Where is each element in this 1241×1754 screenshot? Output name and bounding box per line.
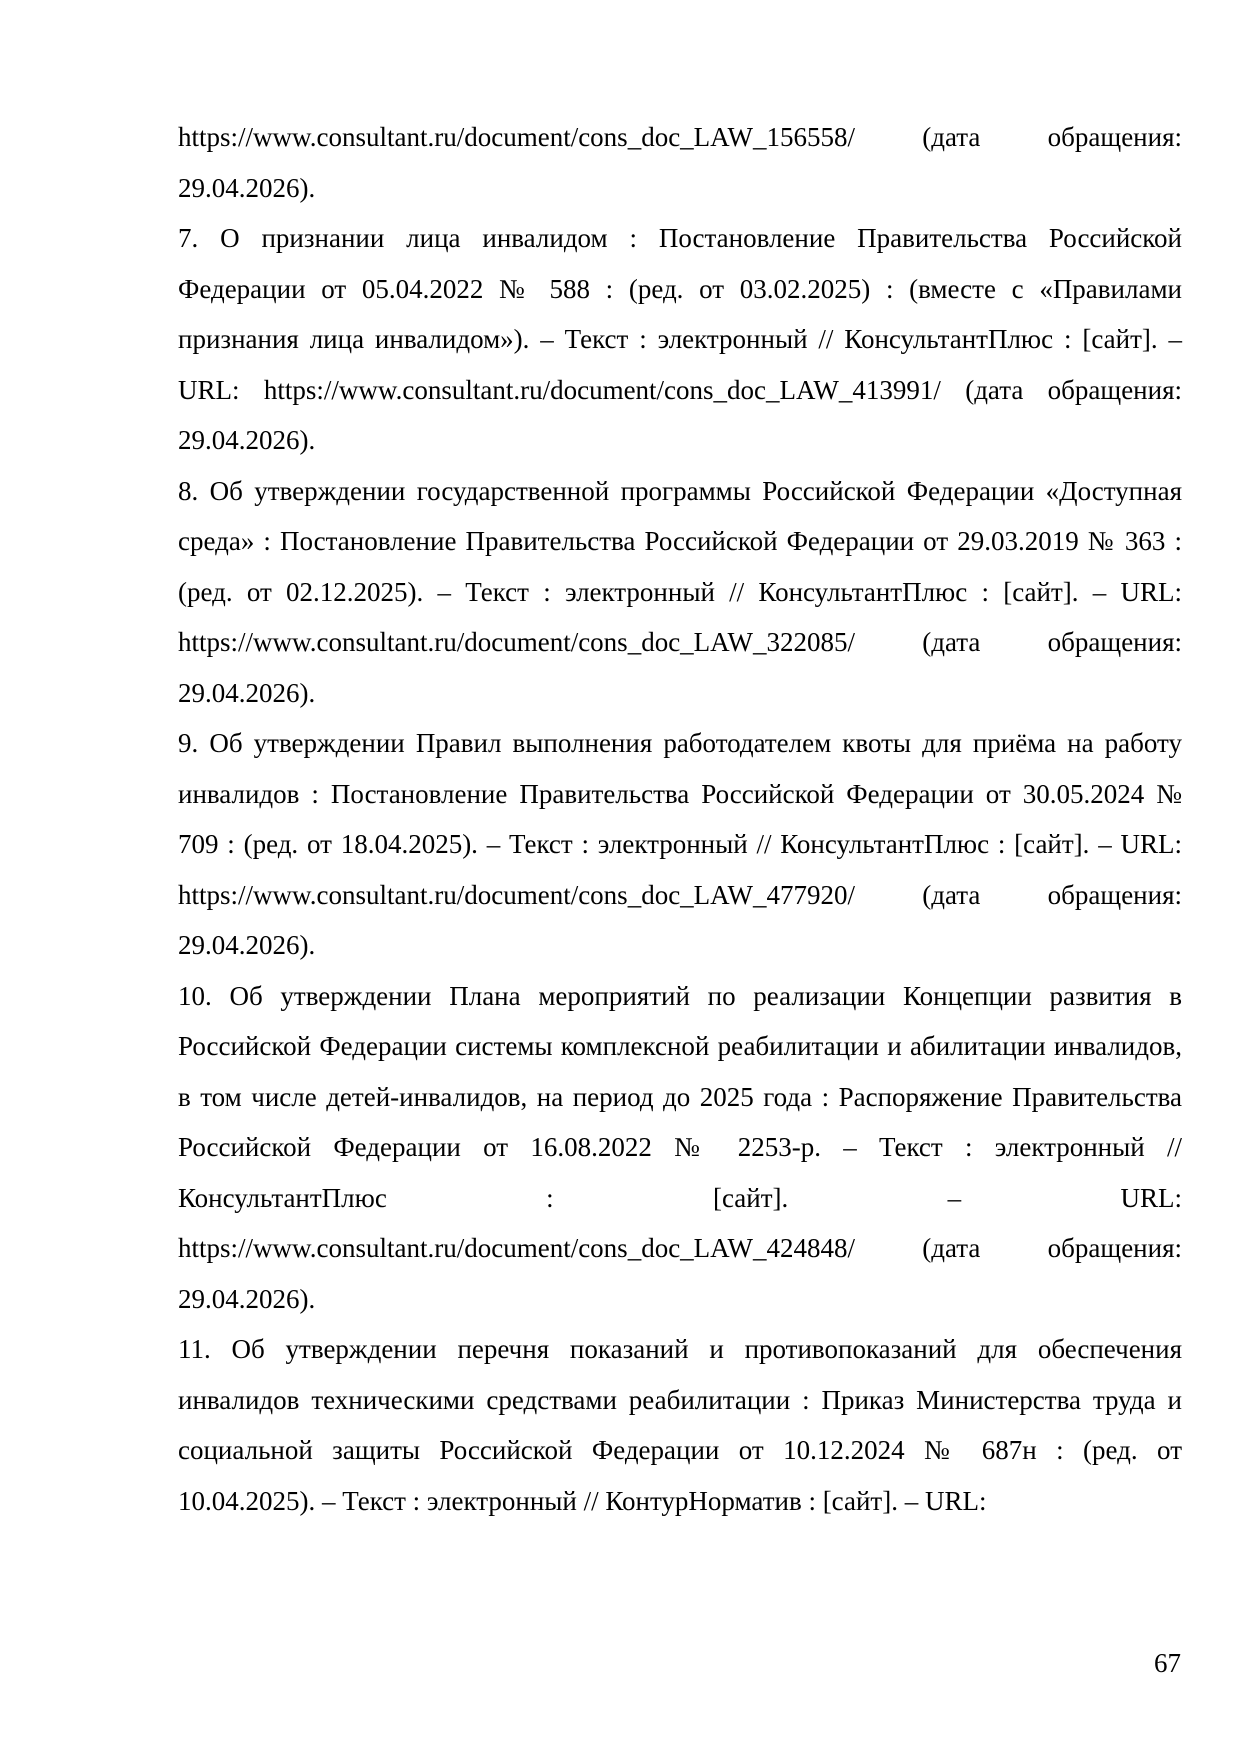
document-page — [178, 112, 1182, 1526]
reference-entry-9: 9. Об утверждении Правил выполнения работодателем квоты для приёма на работу инвалидов : Постановление Правительства Российской Федерации от 30.05.2024 № 709 : (ред. от 18.04.2025). – Текст : электронный // КонсультантПлюс : [сайт]. – URL: https://www.consultant.ru/document/cons_doc_LAW_477920/ (дата обращения: 29.04.2026). — [178, 728, 1182, 960]
reference-entry-11: 11. Об утверждении перечня показаний и противопоказаний для обеспечения инвалидов техническими средствами реабилитации : Приказ Министерства труда и социальной защиты Российской Федерации от 10.12.2024 № 687н : (ред. от 10.04.2025). – Текст : электронный // КонтурНорматив : [сайт]. – URL: — [178, 1334, 1182, 1516]
reference-entry-7: 7. О признании лица инвалидом : Постановление Правительства Российской Федерации от 05.04.2022 № 588 : (ред. от 03.02.2025) : (вместе с «Правилами признания лица инвалидом»). – Текст : электронный // КонсультантПлюс : [сайт]. – URL: https://www.consultant.ru/document/cons_doc_LAW_413991/ (дата обращения: 29.04.2026). — [178, 223, 1182, 455]
page-number: 67 — [1154, 1648, 1181, 1678]
reference-entry-10: 10. Об утверждении Плана мероприятий по реализации Концепции развития в Российской Федерации системы комплексной реабилитации и абилитации инвалидов, в том числе детей-инвалидов, на период до 2025 года : Распоряжение Правительства Российской Федерации от 16.08.2022 № 2253-р. – Текст : электронный // КонсультантПлюс : [сайт]. – URL: https://www.consultant.ru/document/cons_doc_LAW_424848/ (дата обращения: 29.04.2026). — [178, 980, 1182, 1314]
reference-entry-continuation: https://www.consultant.ru/document/cons_doc_LAW_156558/ (дата обращения: 29.04.2026). — [178, 122, 1182, 203]
reference-entry-8: 8. Об утверждении государственной программы Российской Федерации «Доступная среда» : Постановление Правительства Российской Федерации от 29.03.2019 № 363 : (ред. от 02.12.2025). – Текст : электронный // КонсультантПлюс : [сайт]. – URL: https://www.consultant.ru/document/cons_doc_LAW_322085/ (дата обращения: 29.04.2026). — [178, 475, 1182, 708]
